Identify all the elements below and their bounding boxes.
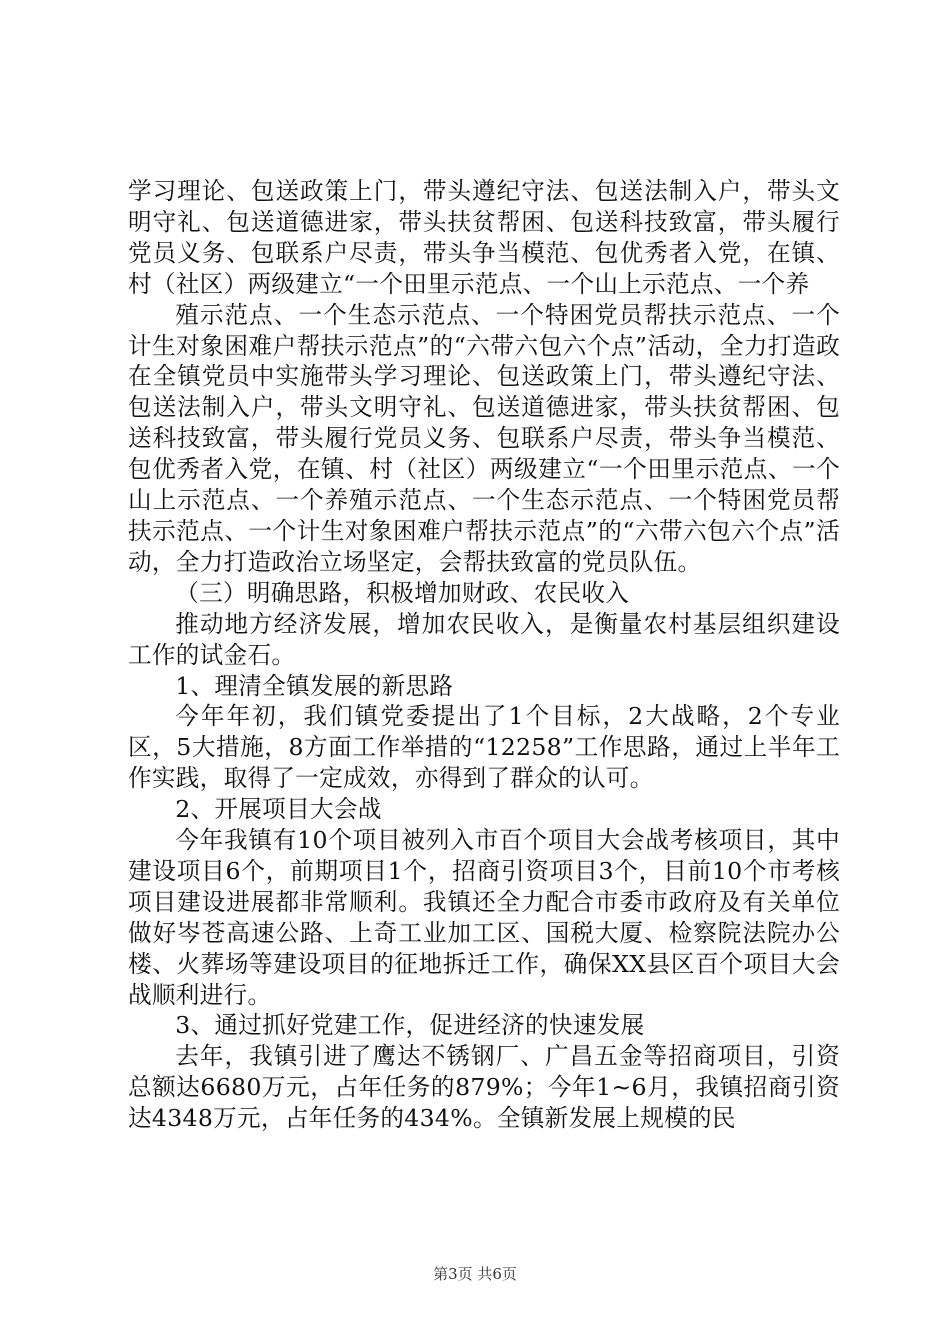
document-body — [128, 176, 840, 1134]
page-footer: 第3页 共6页 — [433, 1265, 517, 1283]
paragraph-1: 学习理论、包送政策上门，带头遵纪守法、包送法制入户，带头文明守礼、包送道德进家，带头扶贫帮困、包送科技致富，带头履行党员义务、包联系户尽责，带头争当模范、包优秀者入党，在镇、村（社区）两级建立“一个田里示范点、一个山上示范点、一个养 — [128, 177, 840, 298]
paragraph-2: 殖示范点、一个生态示范点、一个特困党员帮扶示范点、一个计生对象困难户帮扶示范点”的“六带六包六个点”活动，全力打造政在全镇党员中实施带头学习理论、包送政策上门，带头遵纪守法、包送法制入户，带头文明守礼、包送道德进家，带头扶贫帮困、包送科技致富，带头履行党员义务、包联系户尽责，带头争当模范、包优秀者入党，在镇、村（社区）两级建立“一个田里示范点、一个山上示范点、一个养殖示范点、一个生态示范点、一个特困党员帮扶示范点、一个计生对象困难户帮扶示范点”的“六带六包六个点”活动，全力打造政治立场坚定，会帮扶致富的党员队伍。 — [128, 300, 840, 576]
paragraph-6: 今年年初，我们镇党委提出了1个目标，2大战略，2个专业区，5大措施，8方面工作举措的“12258”工作思路，通过上半年工作实践，取得了一定成效，亦得到了群众的认可。 — [128, 702, 840, 793]
subheading-3: 3、通过抓好党建工作，促进经济的快速发展 — [175, 1011, 645, 1040]
paragraph-4: 推动地方经济发展，增加农民收入，是衡量农村基层组织建设工作的试金石。 — [128, 609, 840, 669]
subheading-1: 1、理清全镇发展的新思路 — [175, 671, 454, 700]
paragraph-10: 去年，我镇引进了鹰达不锈钢厂、广昌五金等招商项目，引资总额达6680万元，占年任务的879%；今年1~6月，我镇招商引资达4348万元，占年任务的434%。全镇新发展上规模的民 — [128, 1042, 840, 1133]
subheading-2: 2、开展项目大会战 — [175, 795, 382, 824]
paragraph-8: 今年我镇有10个项目被列入市百个项目大会战考核项目，其中建设项目6个，前期项目1个，招商引资项目3个，目前10个市考核项目建设进展都非常顺利。我镇还全力配合市委市政府及有关单位做好岑苍高速公路、上奇工业加工区、国税大厦、检察院法院办公楼、火葬场等建设项目的征地拆迁工作，确保XX县区百个项目大会战顺利进行。 — [128, 826, 840, 1009]
section-heading-3: （三）明确思路，积极增加财政、农民收入 — [175, 578, 630, 607]
